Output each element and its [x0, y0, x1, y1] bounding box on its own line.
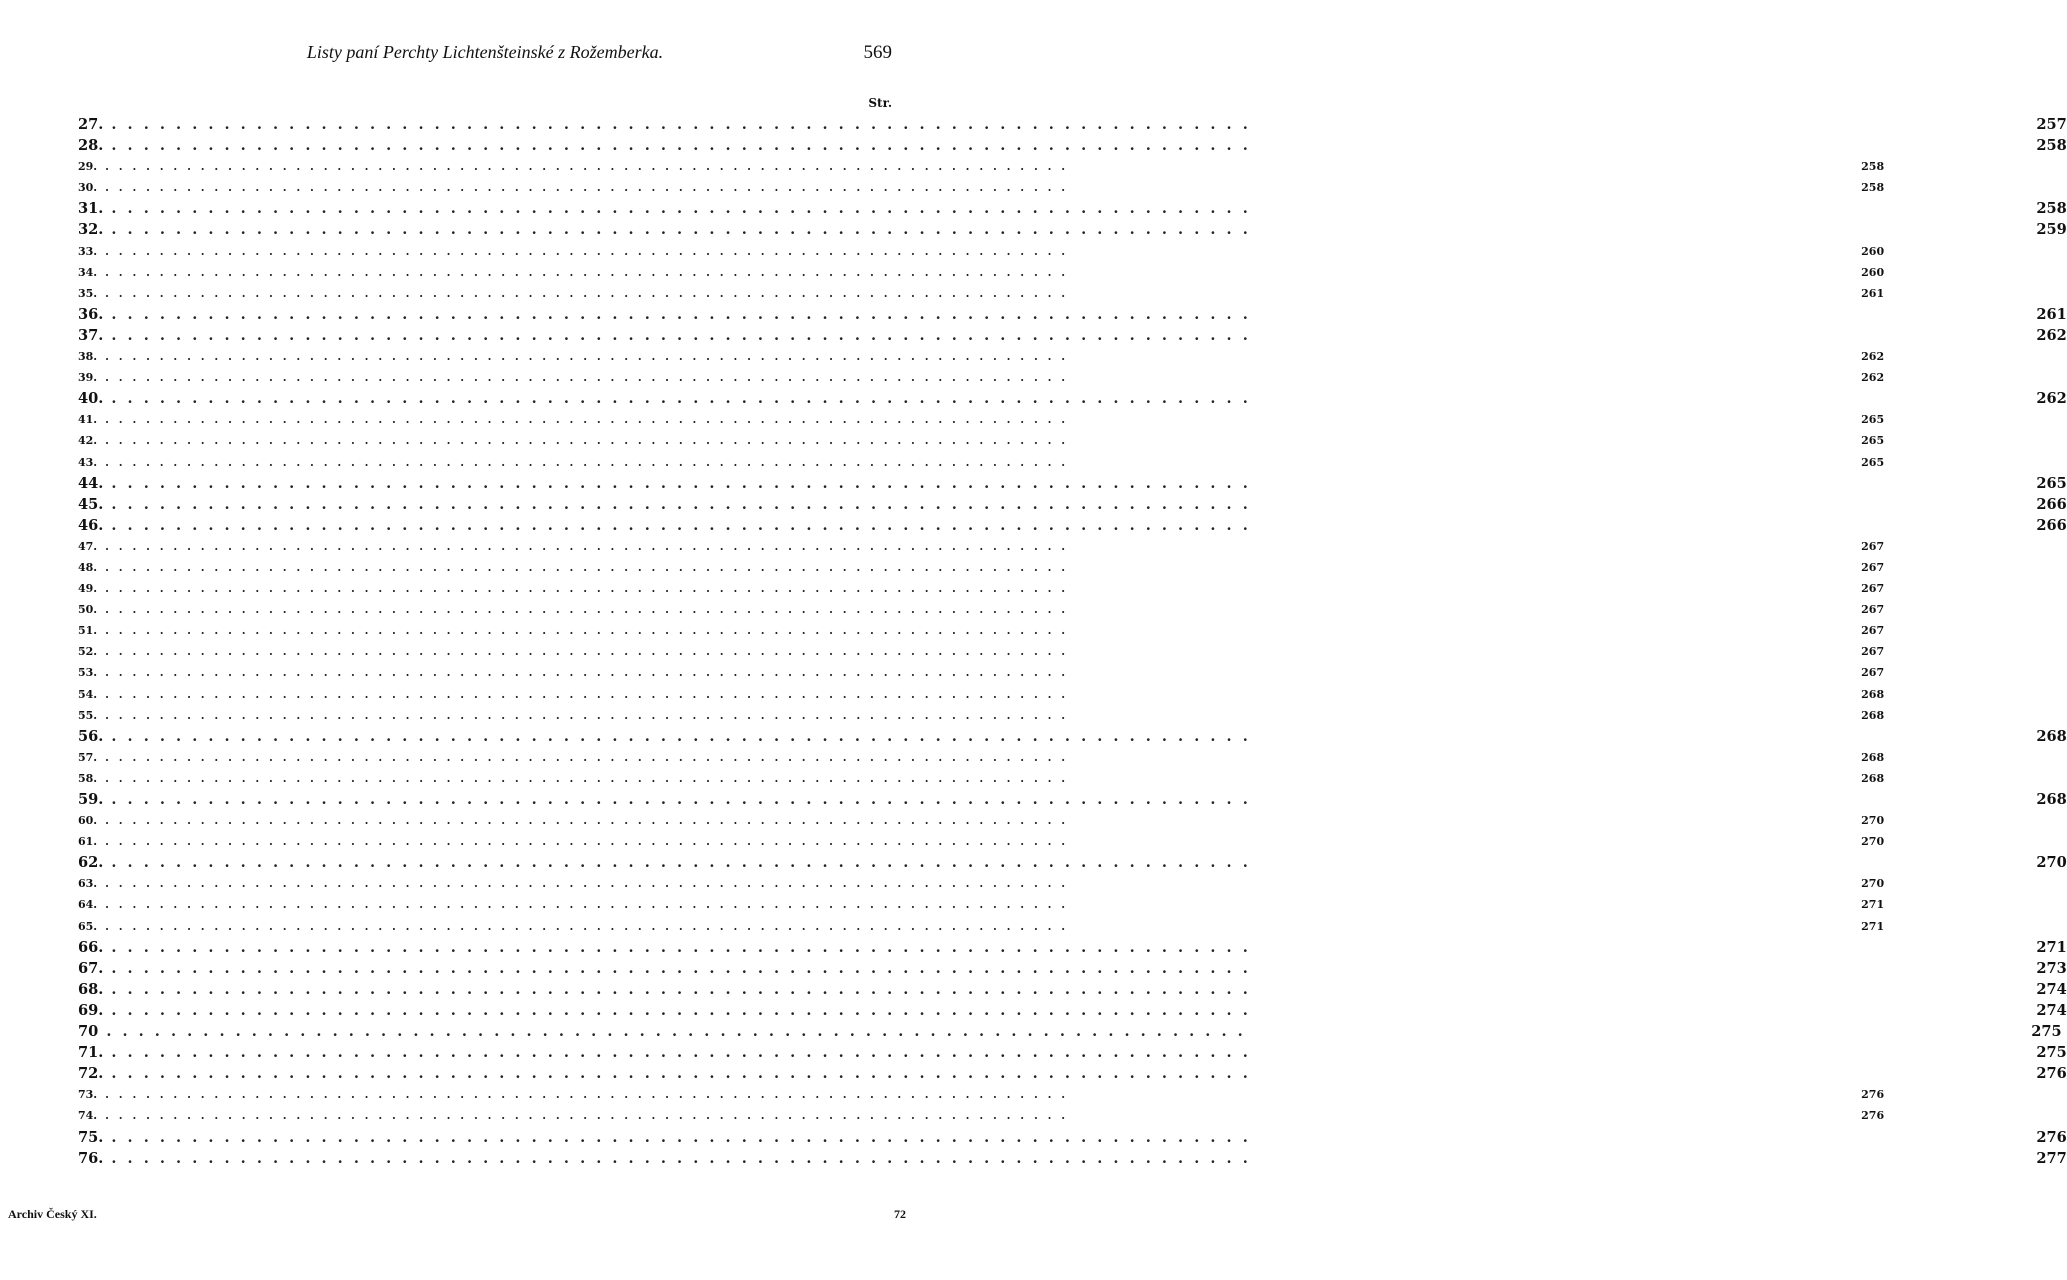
toc-entry — [78, 810, 1885, 831]
entry-page-number: 258 — [1861, 160, 1885, 174]
entry-page-number: 268 — [1861, 750, 1885, 764]
dot-leader — [109, 114, 1252, 135]
entry-page-number: 258 — [2036, 137, 2067, 155]
entry-page-number: 268 — [1861, 687, 1885, 701]
entry-number: 72. — [78, 1065, 104, 1083]
toc-entry — [78, 452, 1885, 473]
entry-page-number: 260 — [1861, 244, 1885, 258]
toc-entry — [78, 367, 1885, 388]
dot-leader — [103, 1105, 1070, 1126]
entry-page-number: 271 — [2036, 938, 2067, 956]
entry-number: 69. — [78, 1001, 104, 1019]
dot-leader — [103, 177, 1070, 198]
entry-number: 48. — [78, 560, 98, 574]
dot-leader — [103, 705, 1070, 726]
document-page — [78, 34, 2067, 1169]
entry-number: 38. — [78, 350, 98, 364]
entry-page-number: 262 — [1861, 350, 1885, 364]
toc-entry — [78, 515, 2067, 536]
toc-entry — [78, 599, 1885, 620]
entry-page-number: 267 — [1861, 582, 1885, 596]
entry-number: 74. — [78, 1109, 98, 1123]
entry-number: 52. — [78, 645, 98, 659]
entry-number: 60. — [78, 814, 98, 828]
dot-leader — [109, 135, 1252, 156]
entry-number: 37. — [78, 326, 104, 344]
entry-page-number: 268 — [1861, 771, 1885, 785]
footer-signature: Archiv Český XI. — [8, 1207, 97, 1221]
dot-leader — [109, 515, 1252, 536]
entry-number: 58. — [78, 771, 98, 785]
toc-entry — [78, 684, 1885, 705]
entry-number: 30. — [78, 181, 98, 195]
toc-entry — [78, 620, 1885, 641]
toc-entry — [78, 219, 2067, 240]
entry-number: 55. — [78, 708, 98, 722]
dot-leader — [103, 641, 1070, 662]
entry-page-number: 266 — [2036, 495, 2067, 513]
entry-number: 64. — [78, 898, 98, 912]
dot-leader — [109, 979, 1252, 1000]
toc-entry — [78, 473, 2067, 494]
toc-entry — [78, 768, 1885, 789]
toc-entry — [78, 177, 1885, 198]
entry-number: 32. — [78, 221, 104, 239]
entry-page-number: 276 — [2036, 1128, 2067, 1146]
dot-leader — [109, 937, 1252, 958]
entry-page-number: 265 — [1861, 455, 1885, 469]
dot-leader — [103, 831, 1070, 852]
toc-entry — [78, 1000, 2067, 1021]
entry-number: 73. — [78, 1088, 98, 1102]
entry-page-number: 267 — [1861, 666, 1885, 680]
dot-leader — [103, 409, 1070, 430]
entry-page-number: 270 — [1861, 814, 1885, 828]
page-number: 569 — [863, 42, 892, 63]
toc-entry — [78, 831, 1885, 852]
entry-number: 61. — [78, 835, 98, 849]
dot-leader — [103, 894, 1070, 915]
entry-number: 53. — [78, 666, 98, 680]
entry-number: 65. — [78, 919, 98, 933]
entry-number: 45. — [78, 495, 104, 513]
entry-page-number: 270 — [1861, 877, 1885, 891]
dot-leader — [109, 958, 1252, 979]
dot-leader — [103, 1084, 1070, 1105]
toc-entry — [78, 1063, 2067, 1084]
entry-number: 62. — [78, 854, 104, 872]
entry-page-number: 262 — [1861, 371, 1885, 385]
toc-entry — [78, 789, 2067, 810]
entry-page-number: 275 — [2031, 1023, 2062, 1041]
entry-page-number: 274 — [2036, 1001, 2067, 1019]
entry-page-number: 271 — [1861, 898, 1885, 912]
toc-entry — [78, 409, 1885, 430]
running-title: Listy paní Perchty Lichtenšteinské z Rožemberka. — [306, 42, 664, 62]
entry-number: 27. — [78, 116, 104, 133]
dot-leader — [109, 388, 1252, 409]
entry-number: 67. — [78, 959, 104, 977]
toc-entry — [78, 873, 1885, 894]
toc-entry — [78, 1148, 2067, 1169]
entry-page-number: 261 — [1861, 286, 1885, 300]
dot-leader — [103, 578, 1070, 599]
toc-entry — [78, 346, 1885, 367]
entry-page-number: 268 — [1861, 708, 1885, 722]
toc-entry — [78, 578, 1885, 599]
dot-leader — [109, 1000, 1252, 1021]
entry-number: 47. — [78, 539, 98, 553]
toc-entry — [78, 536, 1885, 557]
entry-page-number: 276 — [1861, 1109, 1885, 1123]
dot-leader — [109, 726, 1252, 747]
entry-number: 36. — [78, 305, 104, 323]
dot-leader — [103, 620, 1070, 641]
toc-entry — [78, 1021, 2062, 1042]
entry-number: 28. — [78, 137, 104, 155]
toc-entry — [78, 325, 2067, 346]
toc-entry — [78, 852, 2067, 873]
toc-entry — [78, 283, 1885, 304]
toc-entry — [78, 916, 1885, 937]
entry-number: 31. — [78, 200, 104, 218]
entry-page-number: 259 — [2036, 221, 2067, 239]
dot-leader — [103, 810, 1070, 831]
entry-number: 56. — [78, 727, 104, 745]
entry-number: 66. — [78, 938, 104, 956]
entry-number: 43. — [78, 455, 98, 469]
entry-number: 41. — [78, 413, 98, 427]
entry-page-number: 261 — [2036, 305, 2067, 323]
toc-entry — [78, 262, 1885, 283]
entry-number: 71. — [78, 1044, 104, 1062]
toc-entry — [78, 1127, 2067, 1148]
dot-leader — [103, 747, 1070, 768]
toc-entry — [78, 1105, 1885, 1126]
dot-leader — [109, 1148, 1252, 1169]
entry-number: 57. — [78, 750, 98, 764]
dot-leader — [103, 768, 1070, 789]
entry-page-number: 265 — [1861, 434, 1885, 448]
dot-leader — [109, 304, 1252, 325]
entry-page-number: 275 — [2036, 1044, 2067, 1062]
entry-number: 34. — [78, 265, 98, 279]
entry-number: 35. — [78, 286, 98, 300]
entry-page-number: 257 — [2036, 116, 2067, 133]
entry-number: 49. — [78, 582, 98, 596]
dot-leader — [104, 1021, 1247, 1042]
toc-entry — [78, 747, 1885, 768]
entry-page-number: 274 — [2036, 980, 2067, 998]
toc-entry — [78, 1084, 1885, 1105]
entry-page-number: 276 — [1861, 1088, 1885, 1102]
entry-page-number: 276 — [2036, 1065, 2067, 1083]
entry-number: 40. — [78, 390, 104, 408]
toc-entry — [78, 494, 2067, 515]
toc-entry — [78, 241, 1885, 262]
dot-leader — [103, 346, 1070, 367]
entry-page-number: 267 — [1861, 560, 1885, 574]
dot-leader — [103, 283, 1070, 304]
entry-page-number: 265 — [2036, 474, 2067, 492]
toc-entry — [78, 937, 2067, 958]
toc-entry — [78, 114, 2067, 135]
entry-page-number: 270 — [1861, 835, 1885, 849]
table-of-contents — [78, 114, 2067, 1169]
entry-page-number: 265 — [1861, 413, 1885, 427]
toc-entry — [78, 1042, 2067, 1063]
entry-page-number: 270 — [2036, 854, 2067, 872]
entry-number: 29. — [78, 160, 98, 174]
dot-leader — [103, 916, 1070, 937]
entry-page-number: 268 — [2036, 727, 2067, 745]
toc-entry — [78, 198, 2067, 219]
toc-entry — [78, 135, 2067, 156]
toc-entry — [78, 641, 1885, 662]
dot-leader — [109, 219, 1252, 240]
page-footer — [8, 1207, 906, 1227]
dot-leader — [103, 599, 1070, 620]
dot-leader — [109, 1042, 1252, 1063]
entry-number: 42. — [78, 434, 98, 448]
entry-page-number: 268 — [2036, 791, 2067, 808]
entry-number: 76. — [78, 1149, 104, 1167]
entry-page-number: 262 — [2036, 326, 2067, 344]
toc-entry — [78, 156, 1885, 177]
dot-leader — [109, 1063, 1252, 1084]
entry-number: 70 — [78, 1023, 99, 1041]
toc-entry — [78, 705, 1885, 726]
dot-leader — [103, 557, 1070, 578]
dot-leader — [103, 452, 1070, 473]
entry-page-number: 258 — [2036, 200, 2067, 218]
entry-number: 75. — [78, 1128, 104, 1146]
toc-entry — [78, 979, 2067, 1000]
toc-entry — [78, 662, 1885, 683]
toc-entry — [78, 726, 2067, 747]
entry-page-number: 267 — [1861, 539, 1885, 553]
dot-leader — [103, 156, 1070, 177]
entry-page-number: 266 — [2036, 516, 2067, 534]
dot-leader — [103, 873, 1070, 894]
dot-leader — [103, 536, 1070, 557]
dot-leader — [109, 198, 1252, 219]
toc-entry — [78, 894, 1885, 915]
entry-number: 59. — [78, 791, 104, 808]
entry-number: 50. — [78, 603, 98, 617]
entry-number: 44. — [78, 474, 104, 492]
entry-page-number: 262 — [2036, 390, 2067, 408]
dot-leader — [103, 241, 1070, 262]
toc-entry — [78, 958, 2067, 979]
entry-page-number: 260 — [1861, 265, 1885, 279]
entry-page-number: 271 — [1861, 919, 1885, 933]
entry-page-number: 273 — [2036, 959, 2067, 977]
dot-leader — [109, 325, 1252, 346]
entry-page-number: 258 — [1861, 181, 1885, 195]
entry-page-number: 267 — [1861, 645, 1885, 659]
entry-page-number: 277 — [2036, 1149, 2067, 1167]
dot-leader — [103, 684, 1070, 705]
page-header — [78, 34, 892, 74]
dot-leader — [109, 473, 1252, 494]
entry-number: 39. — [78, 371, 98, 385]
toc-entry — [78, 388, 2067, 409]
page-column-label: Str. — [868, 96, 892, 110]
entry-number: 54. — [78, 687, 98, 701]
dot-leader — [109, 852, 1252, 873]
footer-sheet-number: 72 — [894, 1207, 906, 1221]
entry-number: 63. — [78, 877, 98, 891]
dot-leader — [103, 367, 1070, 388]
entry-number: 46. — [78, 516, 104, 534]
dot-leader — [103, 430, 1070, 451]
entry-number: 51. — [78, 624, 98, 638]
dot-leader — [109, 494, 1252, 515]
toc-entry — [78, 557, 1885, 578]
toc-entry — [78, 430, 1885, 451]
entry-number: 33. — [78, 244, 98, 258]
entry-number: 68. — [78, 980, 104, 998]
dot-leader — [103, 662, 1070, 683]
entry-page-number: 267 — [1861, 603, 1885, 617]
dot-leader — [109, 1127, 1252, 1148]
dot-leader — [109, 789, 1252, 810]
toc-entry — [78, 304, 2067, 325]
dot-leader — [103, 262, 1070, 283]
entry-page-number: 267 — [1861, 624, 1885, 638]
